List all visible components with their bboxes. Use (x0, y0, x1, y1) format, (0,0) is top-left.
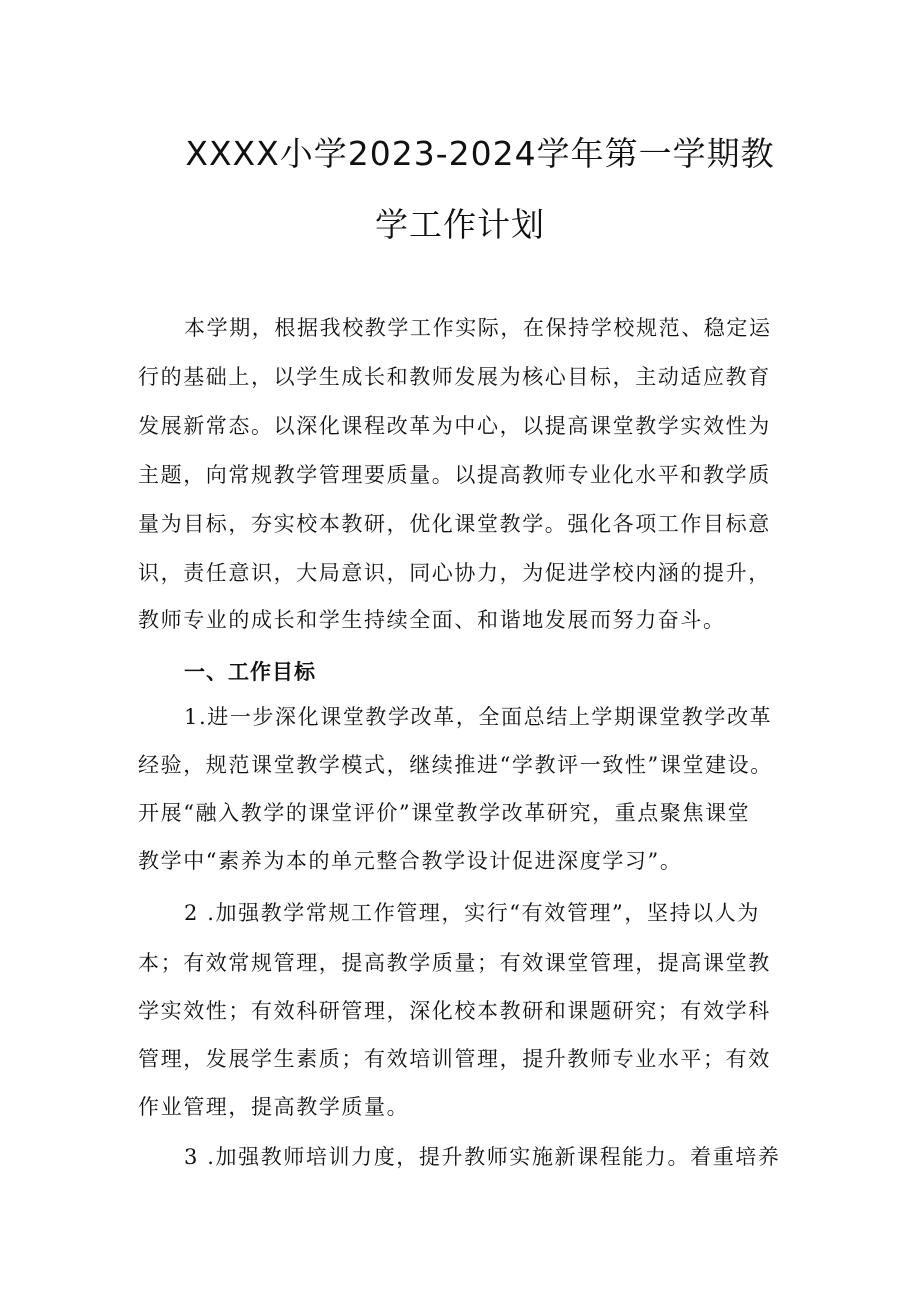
intro-line: 本学期，根据我校教学工作实际，在保持学校规范、稳定运 (184, 316, 772, 340)
intro-line: 主题，向常规教学管理要质量。以提高教师专业化水平和教学质 (138, 463, 771, 487)
intro-line: 行的基础上，以学生成长和教师发展为核心目标，主动适应教育 (138, 365, 771, 389)
document-title-line-1: XXXX小学2023-2024学年第一学期教 (185, 134, 775, 173)
item-1-line: 经验，规范课堂教学模式，继续推进“学教评一致性”课堂建设。 (138, 753, 773, 777)
intro-line: 发展新常态。以深化课程改革为中心，以提高课堂教学实效性为 (138, 414, 771, 438)
item-2-line: 本；有效常规管理，提高教学质量；有效课堂管理，提高课堂教 (138, 951, 771, 975)
item-2-line: 管理，发展学生素质；有效培训管理，提升教师专业水平；有效 (138, 1047, 771, 1071)
item-2-line: 作业管理，提高教学质量。 (138, 1095, 410, 1119)
item-1-line: 1.进一步深化课堂教学改革，全面总结上学期课堂教学改革 (184, 705, 773, 729)
intro-line: 量为目标，夯实校本教研，优化课堂教学。强化各项工作目标意 (138, 512, 771, 536)
item-3-line: 3 .加强教师培训力度，提升教师实施新课程能力。着重培养 (184, 1145, 781, 1169)
intro-line: 教师专业的成长和学生持续全面、和谐地发展而努力奋斗。 (138, 608, 726, 632)
section-heading: 一、工作目标 (184, 660, 316, 684)
document-title-line-2: 学工作计划 (375, 205, 545, 244)
item-2-line: 学实效性；有效科研管理，深化校本教研和课题研究；有效学科 (138, 999, 771, 1023)
item-1-line: 教学中“素养为本的单元整合教学设计促进深度学习”。 (138, 849, 683, 873)
intro-line: 识，责任意识，大局意识，同心协力，为促进学校内涵的提升， (138, 561, 771, 585)
item-2-line: 2 .加强教学常规工作管理，实行“有效管理”，坚持以人为 (184, 901, 760, 925)
item-1-line: 开展“融入教学的课堂评价”课堂教学改革研究，重点聚焦课堂 (138, 801, 751, 825)
